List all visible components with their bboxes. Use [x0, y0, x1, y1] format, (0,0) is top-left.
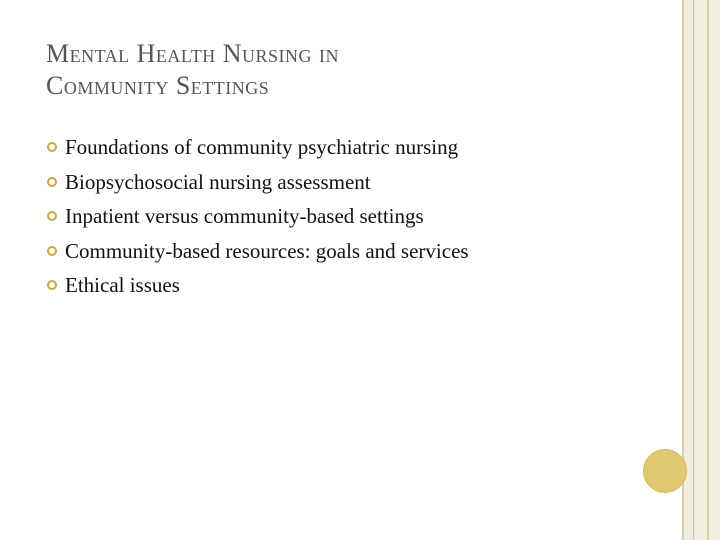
bullet-text: Ethical issues [65, 273, 180, 297]
bullet-item [46, 165, 469, 200]
hollow-circle-icon [47, 211, 57, 221]
border-line [707, 0, 709, 540]
border-line [693, 0, 694, 540]
slide-title-line-1: Mental Health Nursing in [46, 39, 340, 68]
slide-title-line-2: Community Settings [46, 71, 270, 100]
bullet-text: Foundations of community psychiatric nursing [65, 135, 459, 159]
bullet-item [46, 199, 469, 234]
hollow-circle-icon [47, 246, 57, 256]
hollow-circle-icon [47, 280, 57, 290]
bullet-item [46, 268, 469, 303]
right-border-band [682, 0, 720, 540]
bullet-text: Community-based resources: goals and services [65, 238, 469, 263]
slide-title [46, 38, 606, 102]
bullet-text: Biopsychosocial nursing assessment [65, 169, 371, 194]
bullet-text: Inpatient versus community-based settings [65, 204, 424, 228]
bullet-item [46, 130, 469, 165]
hollow-circle-icon [47, 142, 57, 152]
bullet-list [46, 130, 469, 303]
gold-circle-icon [643, 449, 687, 493]
hollow-circle-icon [47, 177, 57, 187]
bullet-item [46, 234, 469, 269]
